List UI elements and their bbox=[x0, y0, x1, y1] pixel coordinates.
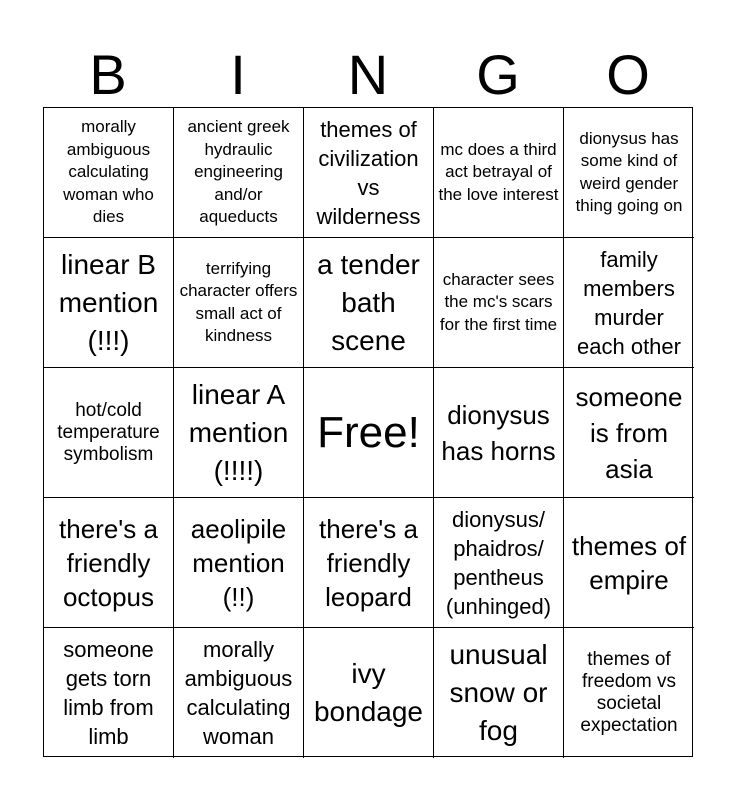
bingo-cell[interactable] bbox=[434, 628, 564, 758]
bingo-cell[interactable] bbox=[564, 368, 694, 498]
cell-text: ancient greek hydraulic engineering and/or aqueducts bbox=[187, 117, 290, 227]
cell-text: terrifying character offers small act of kindness bbox=[179, 258, 298, 345]
cell-text: linear B mention (!!!) bbox=[58, 248, 159, 356]
cell-text: mc does a third act betrayal of the love interest bbox=[438, 139, 559, 204]
cell-text: unusual snow or fog bbox=[449, 639, 548, 746]
bingo-cell[interactable] bbox=[434, 498, 564, 628]
header-letter-o: O bbox=[606, 43, 650, 106]
cell-text: there's a friendly octopus bbox=[59, 513, 158, 612]
bingo-cell[interactable] bbox=[44, 108, 174, 238]
bingo-cell[interactable] bbox=[434, 108, 564, 238]
cell-text: hot/cold temperature symbolism bbox=[57, 399, 160, 465]
cell-text: character sees the mc's scars for the first time bbox=[439, 269, 558, 334]
header-letter-n: N bbox=[347, 43, 389, 106]
header-letter-g: G bbox=[476, 43, 520, 106]
cell-text: ivy bondage bbox=[313, 658, 423, 727]
bingo-cell[interactable] bbox=[174, 108, 304, 238]
bingo-cell[interactable] bbox=[174, 368, 304, 498]
bingo-cell[interactable] bbox=[44, 368, 174, 498]
bingo-cell[interactable] bbox=[564, 628, 694, 758]
cell-text: themes of empire bbox=[571, 530, 687, 595]
cell-text: morally ambiguous calculating woman who dies bbox=[63, 117, 154, 227]
cell-text: a tender bath scene bbox=[317, 248, 420, 356]
cell-text: family members murder each other bbox=[577, 246, 681, 359]
cell-text: dionysus/ phaidros/ pentheus (unhinged) bbox=[445, 506, 552, 619]
cell-text: someone is from asia bbox=[575, 381, 683, 484]
header-letter-b: B bbox=[89, 43, 127, 106]
cell-text: morally ambiguous calculating woman bbox=[184, 637, 293, 749]
bingo-cell[interactable] bbox=[304, 628, 434, 758]
cell-text: aeolipile mention (!!) bbox=[190, 513, 287, 612]
bingo-cell[interactable] bbox=[44, 498, 174, 628]
bingo-cell[interactable] bbox=[44, 238, 174, 368]
bingo-grid bbox=[43, 107, 693, 757]
bingo-cell[interactable] bbox=[174, 498, 304, 628]
cell-text: there's a friendly leopard bbox=[319, 513, 418, 612]
bingo-cell[interactable] bbox=[304, 108, 434, 238]
bingo-header bbox=[43, 44, 693, 106]
bingo-cell[interactable] bbox=[434, 368, 564, 498]
header-letter-i: I bbox=[230, 43, 246, 106]
bingo-cell[interactable] bbox=[174, 238, 304, 368]
bingo-cell[interactable] bbox=[564, 238, 694, 368]
cell-text: themes of civilization vs wilderness bbox=[316, 116, 421, 229]
bingo-cell[interactable] bbox=[304, 498, 434, 628]
bingo-cell[interactable] bbox=[434, 238, 564, 368]
bingo-cell[interactable] bbox=[304, 238, 434, 368]
free-space[interactable] bbox=[304, 368, 434, 498]
cell-text: dionysus has horns bbox=[441, 399, 556, 466]
bingo-cell[interactable] bbox=[174, 628, 304, 758]
cell-text: dionysus has some kind of weird gender thing going on bbox=[575, 128, 683, 215]
free-text: Free! bbox=[317, 407, 420, 457]
cell-text: someone gets torn limb from limb bbox=[63, 637, 154, 749]
cell-text: themes of freedom vs societal expectation bbox=[580, 649, 678, 736]
bingo-cell[interactable] bbox=[564, 108, 694, 238]
bingo-cell[interactable] bbox=[564, 498, 694, 628]
bingo-cell[interactable] bbox=[44, 628, 174, 758]
cell-text: linear A mention (!!!!) bbox=[188, 378, 289, 486]
